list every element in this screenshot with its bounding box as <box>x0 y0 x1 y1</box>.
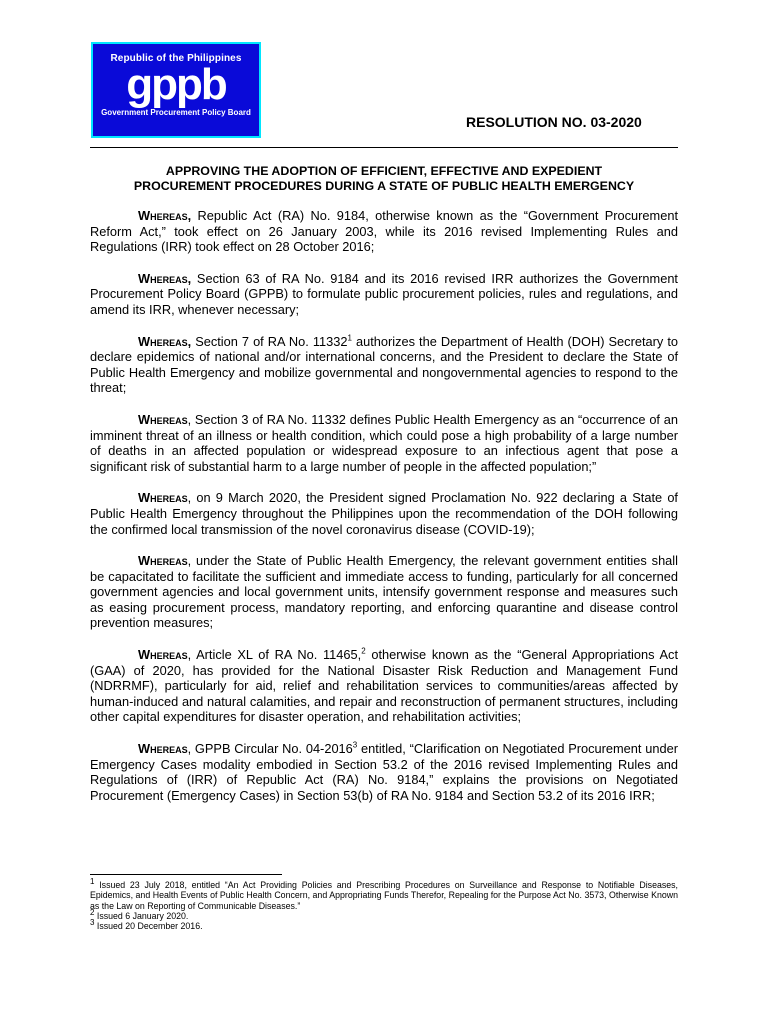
footnote-text: Issued 20 December 2016. <box>94 921 203 932</box>
paragraph-text: , Section 3 of RA No. 11332 defines Public Health Emergency as an “occurrence of an imminent threat of an illness or health condition, which could pose a high probability of a large number of deaths in an affected population or widespread exposure to an infectious agent that pose a significant risk of substantial harm to a large number of people in the affected population;” <box>90 411 678 474</box>
paragraph-text: otherwise known as the “General Appropriations Act (GAA) of 2020, has provided for the National Disaster Risk Reduction and Management Fund (NDRRMF), particularly for aid, relief and rehabilitation services to communities/areas affected by human-induced and natural calamities, and repair and reconstruction of permanent structures, including other capital expenditures for disaster operation, and rehabilitation activities; <box>90 647 678 725</box>
paragraph-text: Section 63 of RA No. 9184 and its 2016 revised IRR authorizes the Government Procurement Policy Board (GPPB) to formulate public procurement policies, rules and regulations, and amend its IRR, whenever necessary; <box>90 270 678 317</box>
footnote-divider <box>90 874 282 875</box>
footnote-2 <box>90 907 678 921</box>
title-line-1: APPROVING THE ADOPTION OF EFFICIENT, EFFECTIVE AND EXPEDIENT <box>165 164 603 178</box>
resolution-number: RESOLUTION NO. 03-2020 <box>466 114 642 130</box>
footnote-3 <box>90 918 678 932</box>
paragraph-text: , Article XL of RA No. 11465, <box>187 647 362 663</box>
title-line-2: PROCUREMENT PROCEDURES DURING A STATE OF PUBLIC HEALTH EMERGENCY <box>133 179 635 193</box>
whereas-paragraph-2 <box>90 271 678 318</box>
footnote-ref-1[interactable]: 1 <box>347 333 352 343</box>
logo-top-text: Republic of the Philippines <box>110 53 242 64</box>
paragraph-text: , under the State of Public Health Emergency, the relevant government entities shall be capacitated to facilitate the sufficient and immediate access to funding, particularly for all concerned government agencies and local government units, intensify government response and measures such as easing procurement process, mandatory reporting, and enforcing quarantine and disease control prevention measures; <box>90 553 678 631</box>
whereas-paragraph-4 <box>90 412 678 474</box>
paragraph-text: Section 7 of RA No. 11332 <box>191 333 348 349</box>
logo-main-text: gppb <box>126 60 226 109</box>
footnote-mark: 3 <box>90 918 95 928</box>
paragraph-text: Republic Act (RA) No. 9184, otherwise known as the “Government Procurement Reform Act,” took effect on 26 January 2003, while its 2016 revised Implementing Rules and Regulations (IRR) took effect on 28 October 2016; <box>90 208 678 255</box>
footnote-ref-2[interactable]: 2 <box>361 646 366 656</box>
footnote-mark: 1 <box>90 877 95 887</box>
whereas-lead: Whereas, <box>138 333 192 349</box>
whereas-paragraph-5 <box>90 490 678 537</box>
whereas-lead: Whereas <box>138 741 188 757</box>
whereas-lead: Whereas <box>138 490 188 506</box>
whereas-lead: Whereas <box>138 647 188 663</box>
paragraph-text: , on 9 March 2020, the President signed Proclamation No. 922 declaring a State of Public Health Emergency throughout the Philippines upon the recommendation of the DOH following the confirmed local transmission of the novel coronavirus disease (COVID-19); <box>90 490 678 537</box>
whereas-lead: Whereas <box>138 553 188 569</box>
logo-bottom-text: Government Procurement Policy Board <box>101 108 251 117</box>
paragraph-text: authorizes the Department of Health (DOH) Secretary to declare epidemics of national and/or international concerns, and the President to declare the State of Public Health Emergency and mobilize governmental and nongovernmental agencies to respond to the threat; <box>90 333 678 396</box>
header-divider <box>90 147 678 148</box>
footnote-1 <box>90 877 678 911</box>
footnotes <box>90 877 678 932</box>
document-body <box>90 208 678 819</box>
whereas-paragraph-1 <box>90 208 678 255</box>
footnote-mark: 2 <box>90 907 95 917</box>
whereas-paragraph-6 <box>90 553 678 631</box>
whereas-paragraph-7 <box>90 647 678 725</box>
whereas-lead: Whereas <box>138 411 188 427</box>
gppb-logo <box>91 42 261 138</box>
whereas-lead: Whereas, <box>138 208 192 223</box>
whereas-lead: Whereas, <box>138 270 192 286</box>
footnote-text: Issued 23 July 2018, entitled “An Act Providing Policies and Prescribing Procedures on Surveillance and Response to Notifiable Diseases, Epidemics, and Health Events of Public Health Concern, and Appropriating Funds Therefor, Repealing for the Purpose Act No. 3573, Otherwise Known as the Law on Reporting of Communicable Diseases.” <box>90 880 678 911</box>
paragraph-text: entitled, “Clarification on Negotiated Procurement under Emergency Cases modality embodied in Section 53.2 of the 2016 revised Implementing Rules and Regulations of (IRR) of Republic Act (RA) No. 9184,” explains the provisions on Negotiated Procurement (Emergency Cases) in Section 53(b) of RA No. 9184 and Section 53.2 of its 2016 IRR; <box>90 741 678 803</box>
document-title <box>90 164 678 194</box>
footnote-text: Issued 6 January 2020. <box>94 910 189 921</box>
paragraph-text: , GPPB Circular No. 04-2016 <box>187 741 353 757</box>
whereas-paragraph-8 <box>90 741 678 803</box>
whereas-paragraph-3 <box>90 334 678 396</box>
footnote-ref-3[interactable]: 3 <box>352 740 358 750</box>
